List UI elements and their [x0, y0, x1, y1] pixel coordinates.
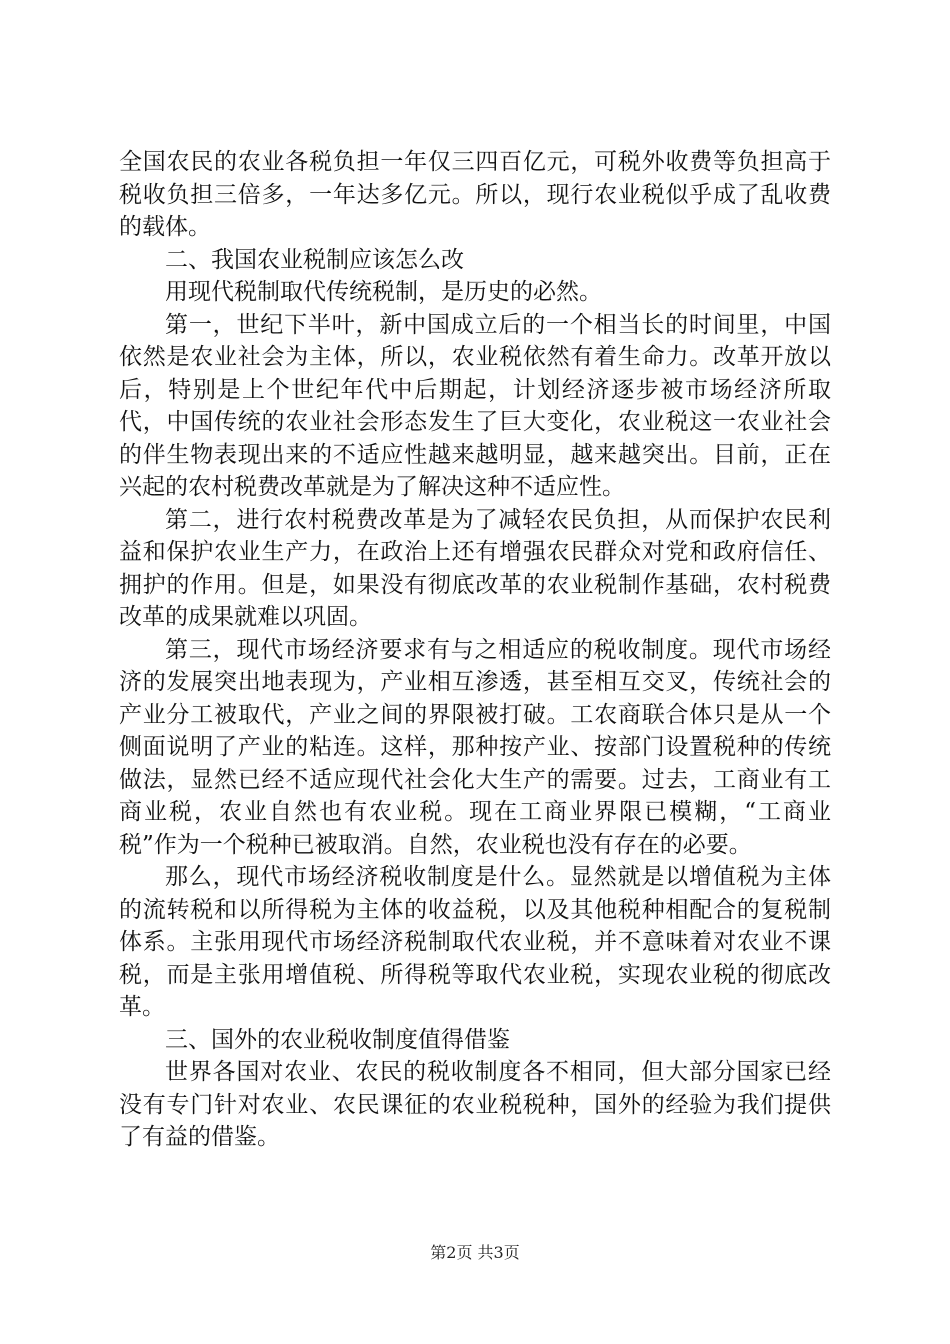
document-body — [119, 146, 831, 1154]
paragraph-continuation: 全国农民的农业各税负担一年仅三四百亿元，可税外收费等负担高于税收负担三倍多，一年达多亿元。所以，现行农业税似乎成了乱收费的载体。 — [119, 149, 831, 240]
paragraph: 第二，进行农村税费改革是为了减轻农民负担，从而保护农民利益和保护农业生产力，在政治上还有增强农民群众对党和政府信任、拥护的作用。但是，如果没有彻底改革的农业税制作基础，农村税费改革的成果就难以巩固。 — [119, 506, 831, 630]
paragraph: 用现代税制取代传统税制，是历史的必然。 — [165, 279, 602, 305]
paragraph: 那么，现代市场经济税收制度是什么。显然就是以增值税为主体的流转税和以所得税为主体的收益税，以及其他税种相配合的复税制体系。主张用现代市场经济税制取代农业税，并不意味着对农业不课税，而是主张用增值税、所得税等取代农业税，实现农业税的彻底改革。 — [119, 864, 831, 1020]
paragraph: 世界各国对农业、农民的税收制度各不相同，但大部分国家已经没有专门针对农业、农民课征的农业税税种，国外的经验为我们提供了有益的借鉴。 — [119, 1059, 831, 1150]
section-heading-2: 二、我国农业税制应该怎么改 — [165, 246, 464, 273]
page-footer — [0, 1243, 950, 1263]
paragraph: 第三，现代市场经济要求有与之相适应的税收制度。现代市场经济的发展突出地表现为，产业相互渗透，甚至相互交叉，传统社会的产业分工被取代，产业之间的界限被打破。工农商联合体只是从一个侧面说明了产业的粘连。这样，那种按产业、按部门设置税种的传统做法，显然已经不适应现代社会化大生产的需要。过去，工商业有工商业税，农业自然也有农业税。现在工商业界限已模糊，“工商业税”作为一个税种已被取消。自然，农业税也没有存在的必要。 — [119, 636, 831, 858]
paragraph: 第一，世纪下半叶，新中国成立后的一个相当长的时间里，中国依然是农业社会为主体，所以，农业税依然有着生命力。改革开放以后，特别是上个世纪年代中后期起，计划经济逐步被市场经济所取代，中国传统的农业社会形态发生了巨大变化，农业税这一农业社会的伴生物表现出来的不适应性越来越明显，越来越突出。目前，正在兴起的农村税费改革就是为了解决这种不适应性。 — [119, 311, 831, 500]
section-heading-3: 三、国外的农业税收制度值得借鉴 — [165, 1026, 510, 1053]
page-number-label: 第2页 共3页 — [430, 1243, 520, 1262]
